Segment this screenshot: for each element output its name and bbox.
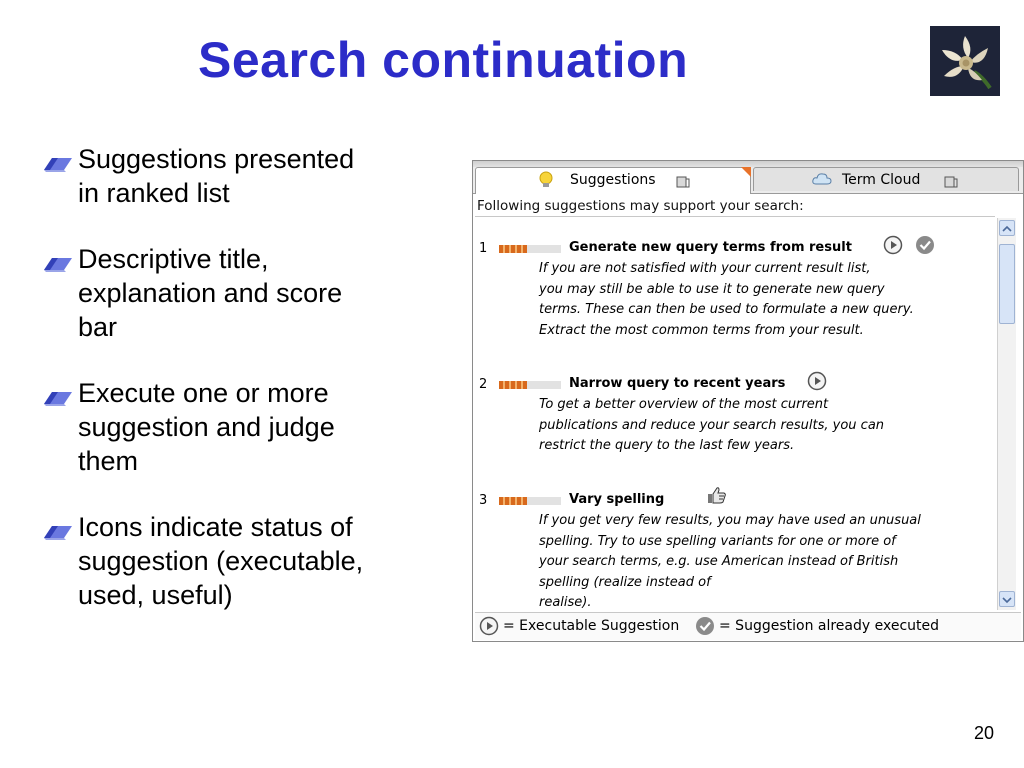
bullet-marker-icon — [40, 516, 74, 536]
suggestion-description: If you get very few results, you may have used an unusual spelling. Try to use spelling variants for one or more of your search terms, e.g. use American instead of British spelling (realize instead of realise). — [539, 513, 921, 610]
bullet-item — [40, 376, 450, 478]
suggestion-rank: 3 — [479, 493, 488, 508]
suggestion-description: If you are not satisfied with your current result list, you may still be able to use it to generate new query terms. These can then be used to formulate a new query. Extract the most common terms from your result. — [539, 261, 914, 338]
tab-suggestions-label: Suggestions — [570, 172, 656, 188]
bullet-text-line: Icons indicate status of — [78, 512, 353, 542]
score-bar — [499, 381, 561, 389]
suggestion-title: Vary spelling — [569, 492, 665, 507]
page-number: 20 — [973, 723, 994, 743]
bullet-text-line: explanation and score — [78, 278, 343, 308]
score-bar — [499, 245, 561, 253]
tab-suggestions[interactable] — [475, 167, 751, 194]
bullet-text-line: suggestion (executable, — [78, 546, 364, 576]
tab-term-cloud-label: Term Cloud — [842, 172, 921, 188]
suggestions-intro: Following suggestions may support your search: — [477, 198, 804, 214]
suggestion-title: Narrow query to recent years — [569, 376, 786, 391]
bullet-list — [40, 142, 450, 644]
active-tab-marker — [741, 167, 751, 177]
legend-executable-text: = Executable Suggestion — [503, 618, 680, 634]
bullet-marker-icon — [40, 148, 74, 168]
bullet-text-line: used, useful) — [78, 580, 233, 610]
bullet-item — [40, 142, 450, 210]
bullet-marker-icon — [40, 382, 74, 402]
play-icon — [479, 616, 499, 642]
pin-icon[interactable] — [944, 173, 958, 187]
tab-bar — [473, 167, 1023, 194]
score-bar — [499, 497, 561, 505]
suggestion-rank: 2 — [479, 377, 488, 392]
suggestion-list — [475, 216, 995, 610]
bullet-text-line: Suggestions presented — [78, 144, 355, 174]
bullet-marker-icon — [40, 248, 74, 268]
status-legend — [475, 612, 1021, 640]
bullet-text-line: bar — [78, 312, 118, 342]
scrollbar-thumb[interactable] — [999, 244, 1015, 324]
check-icon — [695, 616, 715, 642]
bullet-item — [40, 242, 450, 344]
pin-icon[interactable] — [676, 173, 690, 187]
bullet-text-line: them — [78, 446, 139, 476]
thumbs-up-icon[interactable] — [705, 485, 725, 505]
suggestion-rank: 1 — [479, 241, 488, 256]
play-icon[interactable] — [807, 371, 827, 391]
slide-title: Search continuation — [198, 32, 689, 88]
play-icon[interactable] — [883, 235, 903, 255]
bullet-text-line: Execute one or more — [78, 378, 329, 408]
check-icon — [915, 235, 935, 255]
legend-executed-text: = Suggestion already executed — [719, 618, 940, 634]
bullet-item — [40, 510, 450, 612]
score-bar-fill — [499, 381, 527, 389]
scroll-down-button[interactable] — [999, 591, 1015, 607]
suggestions-panel-screenshot — [472, 160, 1024, 642]
tab-term-cloud[interactable] — [753, 167, 1019, 191]
bullet-text-line: Descriptive title, — [78, 244, 269, 274]
flower-logo-icon — [930, 26, 1000, 96]
bullet-text-line: in ranked list — [78, 178, 230, 208]
score-bar-fill — [499, 497, 527, 505]
lightbulb-icon — [538, 171, 554, 197]
suggestion-description: To get a better overview of the most current publications and reduce your search results, you can restrict the query to the last few years. — [539, 397, 885, 453]
vertical-scrollbar[interactable] — [997, 218, 1016, 610]
score-bar-fill — [499, 245, 527, 253]
scroll-up-button[interactable] — [999, 220, 1015, 236]
suggestion-title: Generate new query terms from result — [569, 240, 852, 255]
bullet-text-line: suggestion and judge — [78, 412, 335, 442]
cloud-icon — [812, 171, 832, 195]
